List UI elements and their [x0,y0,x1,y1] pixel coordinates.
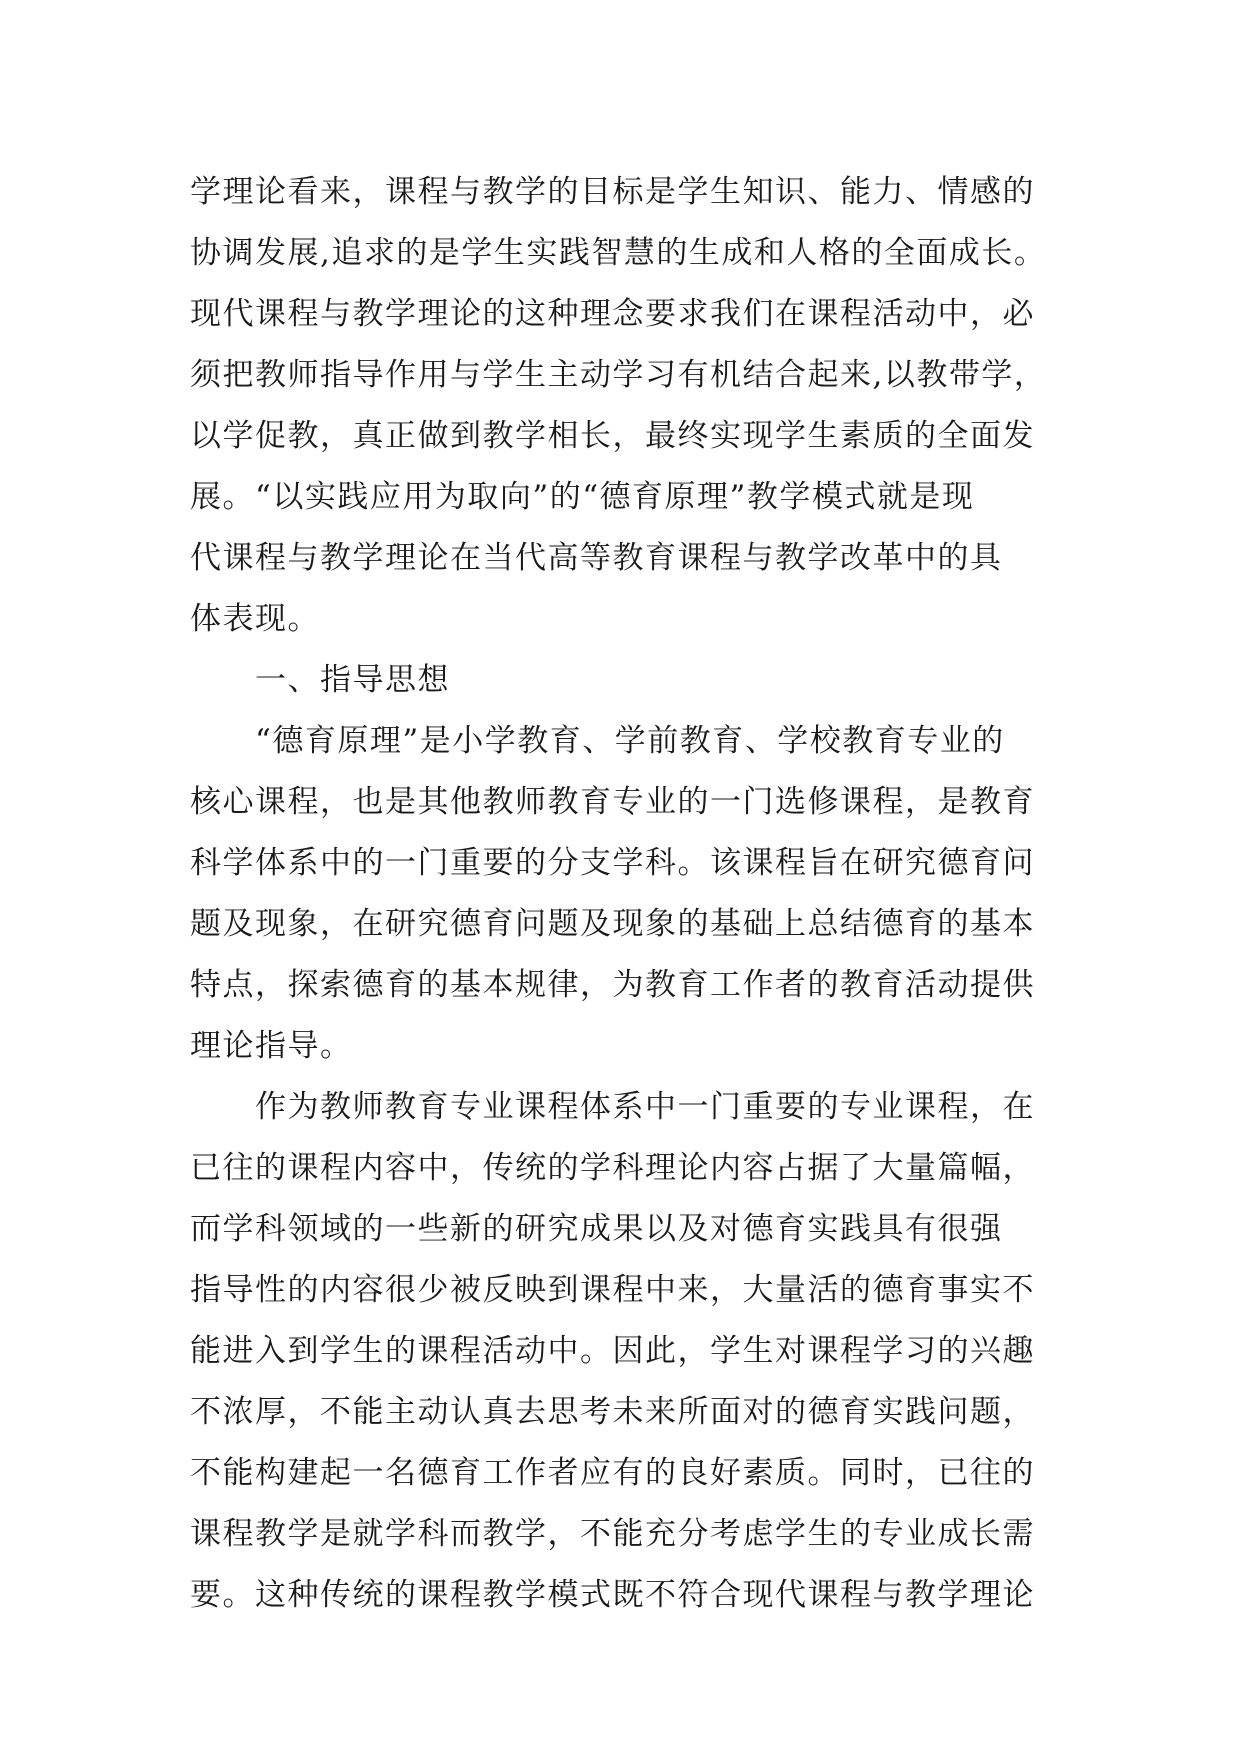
text-line: 特点，探索德育的基本规律，为教育工作者的教育活动提供 [190,967,1035,1003]
text-line: 题及现象，在研究德育问题及现象的基础上总结德育的基本 [190,906,1035,942]
text-line: 不能构建起一名德育工作者应有的良好素质。同时，已往的 [190,1455,1035,1491]
text-line: 而学科领域的一些新的研究成果以及对德育实践具有很强 [190,1211,1003,1247]
text-line: 科学体系中的一门重要的分支学科。该课程旨在研究德育问 [190,845,1035,881]
text-line: 以学促教，真正做到教学相长，最终实现学生素质的全面发 [190,418,1035,454]
text-line: 已往的课程内容中，传统的学科理论内容占据了大量篇幅， [190,1150,1035,1186]
text-line: 作为教师教育专业课程体系中一门重要的专业课程，在 [255,1089,1035,1125]
text-line: 要。这种传统的课程教学模式既不符合现代课程与教学理论 [190,1577,1035,1613]
text-line: 展。“以实践应用为取向”的“德育原理”教学模式就是现 [190,479,975,515]
section-heading: 一、指导思想 [255,662,450,698]
document-body [190,162,1070,1626]
text-line: 理论指导。 [190,1028,353,1064]
text-line: 不浓厚，不能主动认真去思考未来所面对的德育实践问题， [190,1394,1035,1430]
text-line: 学理论看来，课程与教学的目标是学生知识、能力、情感的 [190,174,1035,210]
text-line: 指导性的内容很少被反映到课程中来，大量活的德育事实不 [190,1272,1035,1308]
text-line: 能进入到学生的课程活动中。因此，学生对课程学习的兴趣 [190,1333,1035,1369]
text-line: 协调发展,追求的是学生实践智慧的生成和人格的全面成长。 [190,235,1047,271]
text-line: “德育原理”是小学教育、学前教育、学校教育专业的 [255,723,1005,759]
text-line: 代课程与教学理论在当代高等教育课程与教学改革中的具 [190,540,1003,576]
text-line: 课程教学是就学科而教学，不能充分考虑学生的专业成长需 [190,1516,1035,1552]
text-line: 现代课程与教学理论的这种理念要求我们在课程活动中，必 [190,296,1035,332]
text-line: 体表现。 [190,601,320,637]
text-line: 核心课程，也是其他教师教育专业的一门选修课程，是教育 [190,784,1035,820]
text-line: 须把教师指导作用与学生主动学习有机结合起来,以教带学， [190,357,1047,393]
